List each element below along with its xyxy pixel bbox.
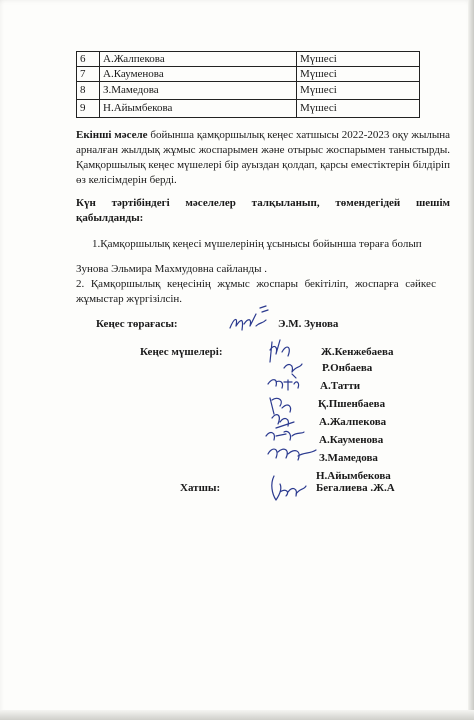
chair-label: Кеңес төрағасы: <box>96 318 178 330</box>
member-name: А.Жалпекова <box>100 52 297 67</box>
member-signatory-7: З.Мамедова <box>319 452 378 464</box>
members-label: Кеңес мүшелері: <box>140 346 223 358</box>
secretary-name: Бегалиева .Ж.А <box>316 482 395 494</box>
resolution-1: 1.Қамқоршылық кеңесі мүшелерінің ұсынысы бойынша төраға болып <box>92 238 422 250</box>
resolution-heading: Күн тәртібіндегі мәселелер талқыланып, төмендегідей шешім қабылданды: <box>76 197 450 224</box>
member-role: Мүшесі <box>297 52 420 67</box>
members-signatures <box>262 336 322 466</box>
resolution-2: 2. Қамқоршылық кеңесінің жұмыс жоспары бекітіліп, жоспарға сәйкес жұмыстар жүргізілсін. <box>76 278 436 305</box>
second-item-lead: Екінші мәселе <box>76 129 148 141</box>
table-row <box>77 100 420 118</box>
table-row <box>77 67 420 82</box>
row-number: 8 <box>77 82 100 100</box>
second-item-text: бойынша қамқоршылық кеңес хатшысы 2022-2023 оқу жылына арналған жылдық жұмыс жоспарымен және отырыс жоспарымен таныстырды. Қамқоршылық кеңес мүшелері бір ауыздан қолдап, қарсы еместіктерін білдіріп өз келісімдерін берді. <box>76 129 450 186</box>
row-number: 6 <box>77 52 100 67</box>
members-table <box>76 51 420 118</box>
member-name: З.Мамедова <box>100 82 297 100</box>
member-signatory-8: Н.Айымбекова <box>316 470 391 482</box>
member-role: Мүшесі <box>297 67 420 82</box>
member-signatory-1: Ж.Кенжебаева <box>321 346 394 358</box>
member-name: А.Кауменова <box>100 67 297 82</box>
member-name: Н.Айымбекова <box>100 100 297 118</box>
member-signatory-5: А.Жалпекова <box>319 416 387 428</box>
secretary-label: Хатшы: <box>180 482 221 494</box>
member-role: Мүшесі <box>297 100 420 118</box>
secretary-signature <box>266 470 310 506</box>
row-number: 7 <box>77 67 100 82</box>
member-signatory-6: А.Кауменова <box>319 434 384 446</box>
page-edge-bottom <box>0 710 474 720</box>
member-role: Мүшесі <box>297 82 420 100</box>
table-row <box>77 52 420 67</box>
chair-signature <box>226 304 276 338</box>
chair-name: Э.М. Зунова <box>278 318 339 330</box>
row-number: 9 <box>77 100 100 118</box>
second-item-paragraph <box>76 128 450 188</box>
resolution-1-continued: Зунова Эльмира Махмудовна сайланды . <box>76 263 267 275</box>
page-edge-right <box>468 0 474 720</box>
table-row <box>77 82 420 100</box>
member-signatory-4: Қ.Пшенбаева <box>318 398 386 410</box>
member-signatory-3: А.Татти <box>320 380 361 392</box>
member-signatory-2: Р.Онбаева <box>322 362 373 374</box>
